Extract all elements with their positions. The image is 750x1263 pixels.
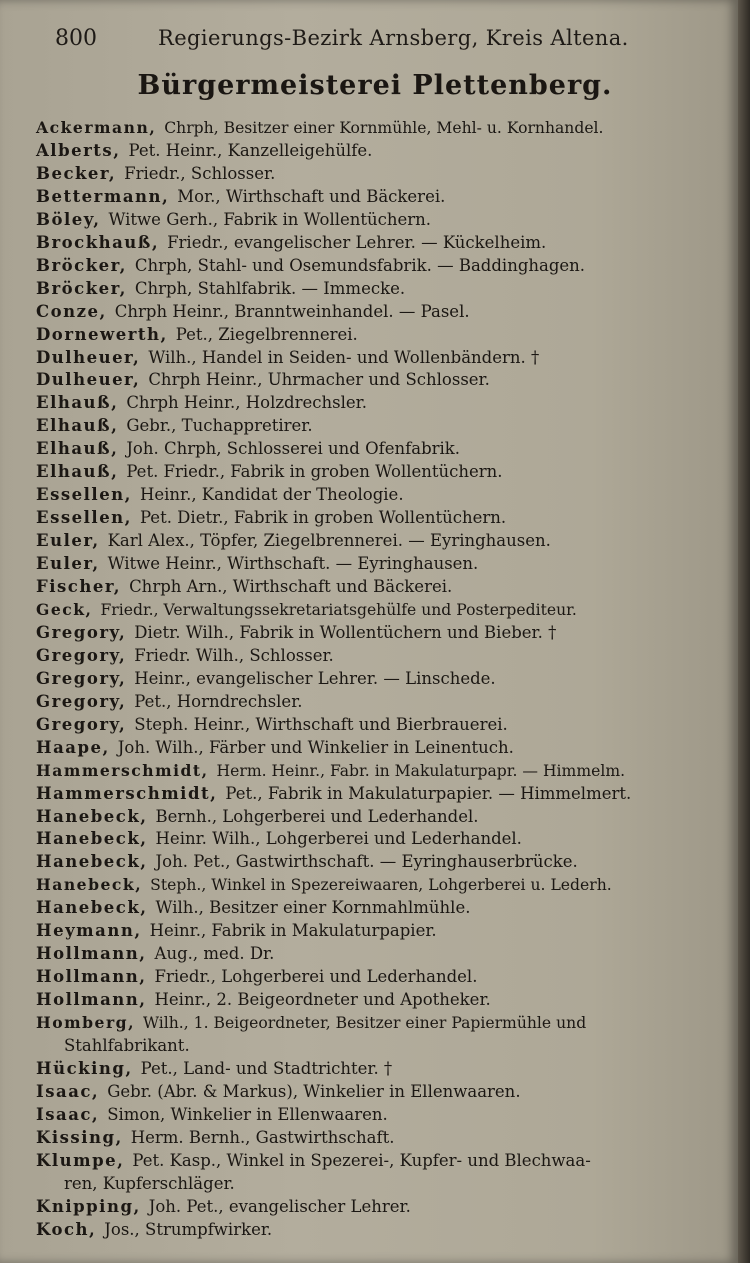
entry-details: Joh. Chrph, Schlosserei und Ofenfabrik. <box>126 439 461 459</box>
entry-details: Aug., med. Dr. <box>154 944 275 964</box>
entry-details: Chrph Heinr., Branntweinhandel. — Pasel. <box>114 301 470 321</box>
entry-details: Wilh., 1. Beigeordneter, Besitzer einer Papiermühle und <box>143 1014 587 1033</box>
entry-name: Gregory, <box>36 668 127 688</box>
entry-name: Hollmann, <box>36 967 147 987</box>
entry-name: Brockhauß, <box>36 232 160 252</box>
directory-entry <box>36 737 716 759</box>
entry-details: Stahlfabrikant. <box>64 1036 190 1055</box>
entry-name: Gregory, <box>36 622 127 642</box>
entry-name: Haape, <box>36 737 110 757</box>
entry-details: Pet., Fabrik in Makulaturpapier. — Himmelmert. <box>225 783 632 803</box>
entry-name: Knipping, <box>36 1196 141 1216</box>
entry-name: Hanebeck, <box>36 829 148 849</box>
entry-details: Heinr., evangelischer Lehrer. — Linschede. <box>134 668 496 688</box>
entry-details: Friedr., Verwaltungssekretariatsgehülfe und Posterpediteur. <box>100 600 577 619</box>
entry-details: Pet., Horndrechsler. <box>134 691 303 711</box>
entry-name: Elhauß, <box>36 393 119 413</box>
directory-entry <box>36 1219 716 1241</box>
entry-name: Hücking, <box>36 1058 133 1078</box>
page-header <box>55 24 629 58</box>
entry-name: Hollmann, <box>36 990 147 1010</box>
entry-name: Alberts, <box>36 140 121 160</box>
entry-details: Witwe Heinr., Wirthschaft. — Eyringhausen. <box>107 554 479 574</box>
entry-details: Pet. Heinr., Kanzelleigehülfe. <box>128 140 373 160</box>
directory-entry <box>36 874 716 896</box>
directory-entry <box>36 828 716 850</box>
entry-details: Joh. Wilh., Färber und Winkelier in Leinentuch. <box>117 737 514 757</box>
entry-details: Joh. Pet., evangelischer Lehrer. <box>148 1196 411 1216</box>
directory-entry <box>36 507 716 529</box>
entry-name: Hanebeck, <box>36 806 148 826</box>
directory-entry <box>36 117 716 139</box>
entry-name: Gregory, <box>36 714 127 734</box>
page-number: 800 <box>55 26 97 51</box>
entry-details: Chrph Arn., Wirthschaft und Bäckerei. <box>129 577 453 596</box>
entry-name: Conze, <box>36 301 107 321</box>
directory-entry <box>36 140 716 162</box>
entry-name: Dulheuer, <box>36 347 141 367</box>
directory-entry <box>36 1196 716 1218</box>
entry-name: Elhauß, <box>36 416 119 436</box>
entry-details: Chrph, Stahlfabrik. — Immecke. <box>134 278 406 298</box>
entry-name: Hollmann, <box>36 944 147 964</box>
entry-details: Heinr. Wilh., Lohgerberei und Lederhandel. <box>155 829 522 849</box>
entry-name: Koch, <box>36 1219 97 1239</box>
directory-entry <box>36 553 716 575</box>
entry-name: Fischer, <box>36 577 122 596</box>
directory-entry <box>36 186 716 208</box>
entry-details: Dietr. Wilh., Fabrik in Wollentüchern und Bieber. † <box>134 622 557 642</box>
directory-entry <box>36 347 716 369</box>
directory-entry <box>36 1058 716 1080</box>
entry-name: Becker, <box>36 163 117 183</box>
entry-details: Gebr. (Abr. & Markus), Winkelier in Ellenwaaren. <box>107 1081 521 1101</box>
directory-entry <box>36 484 716 506</box>
directory-entry <box>36 438 716 460</box>
entry-details: Gebr., Tuchappretirer. <box>126 416 313 436</box>
entry-name: Isaac, <box>36 1104 100 1124</box>
directory-entry <box>36 714 716 736</box>
directory-entry <box>36 645 716 667</box>
entry-details: Herm. Bernh., Gastwirthschaft. <box>130 1127 395 1147</box>
entry-name: Klumpe, <box>36 1150 125 1170</box>
directory-entry <box>36 163 716 185</box>
entry-details: Herm. Heinr., Fabr. in Makulaturpapr. — Himmelm. <box>216 761 626 780</box>
entry-name: Gregory, <box>36 645 127 665</box>
entry-details: Friedr., Lohgerberei und Lederhandel. <box>154 967 478 987</box>
directory-entry <box>36 920 716 942</box>
entry-name: Bröcker, <box>36 278 127 298</box>
entry-details: Heinr., Fabrik in Makulaturpapier. <box>149 921 437 941</box>
entry-details: Friedr. Wilh., Schlosser. <box>134 645 334 665</box>
directory-entry <box>36 278 716 300</box>
entry-details: Joh. Pet., Gastwirthschaft. — Eyringhauserbrücke. <box>155 852 578 872</box>
directory-entry <box>36 1081 716 1103</box>
entry-name: Euler, <box>36 554 100 574</box>
page-edge <box>738 0 750 1263</box>
directory-entry <box>36 966 716 988</box>
entry-details: Chrph Heinr., Uhrmacher und Schlosser. <box>148 370 490 390</box>
directory-entry <box>36 1127 716 1149</box>
entry-name: Heymann, <box>36 921 142 941</box>
directory-entry <box>36 851 716 873</box>
entry-name: Ackermann, <box>36 118 157 137</box>
directory-entry <box>64 1173 744 1195</box>
entry-details: Jos., Strumpfwirker. <box>104 1219 273 1239</box>
entry-name: Homberg, <box>36 1013 136 1033</box>
entry-details: Heinr., 2. Beigeordneter und Apotheker. <box>154 990 491 1010</box>
running-title: Regierungs-Bezirk Arnsberg, Kreis Altena. <box>158 26 629 50</box>
entry-name: Dulheuer, <box>36 370 141 390</box>
directory-entry <box>36 622 716 644</box>
entry-details: Karl Alex., Töpfer, Ziegelbrennerei. — Eyringhausen. <box>107 531 551 551</box>
entry-details: Chrph, Besitzer einer Kornmühle, Mehl- u. Kornhandel. <box>164 119 604 137</box>
entry-details: Witwe Gerh., Fabrik in Wollentüchern. <box>108 209 432 229</box>
directory-entry <box>36 783 716 805</box>
directory-entry <box>36 255 716 277</box>
directory-entry <box>36 232 716 254</box>
entry-name: Euler, <box>36 531 100 551</box>
directory-entry <box>36 461 716 483</box>
directory-entry <box>64 1035 744 1057</box>
directory-entry <box>36 599 716 621</box>
entry-details: Mor., Wirthschaft und Bäckerei. <box>177 186 446 206</box>
entry-name: Böley, <box>36 209 101 229</box>
entry-name: Hanebeck, <box>36 898 148 918</box>
entry-details: Pet., Land- und Stadtrichter. † <box>140 1058 393 1078</box>
directory-entry <box>36 943 716 965</box>
entry-details: Wilh., Besitzer einer Kornmahlmühle. <box>155 898 471 918</box>
entry-name: Kissing, <box>36 1127 123 1147</box>
entry-details: Steph. Heinr., Wirthschaft und Bierbrauerei. <box>134 714 508 734</box>
directory-entry <box>36 897 716 919</box>
entry-details: Chrph, Stahl- und Osemundsfabrik. — Baddinghagen. <box>134 255 586 275</box>
entry-name: Essellen, <box>36 508 132 528</box>
entry-name: Dornewerth, <box>36 324 168 344</box>
entry-details: Chrph Heinr., Holzdrechsler. <box>126 393 367 413</box>
entry-name: Elhauß, <box>36 462 119 482</box>
entry-name: Hammerschmidt, <box>36 760 209 780</box>
directory-entry <box>36 369 716 391</box>
entry-details: Friedr., evangelischer Lehrer. — Kückelheim. <box>167 232 547 252</box>
directory-entry <box>36 989 716 1011</box>
directory-entry <box>36 301 716 323</box>
entry-details: Pet. Dietr., Fabrik in groben Wollentüchern. <box>139 508 507 528</box>
directory-entry <box>36 530 716 552</box>
section-title: Bürgermeisterei Plettenberg. <box>137 70 613 101</box>
entry-name: Essellen, <box>36 485 132 505</box>
entry-details: Steph., Winkel in Spezereiwaaren, Lohgerberei u. Lederh. <box>150 876 612 895</box>
directory-entry <box>36 668 716 690</box>
entry-details: Pet. Kasp., Winkel in Spezerei-, Kupfer- und Blechwaa- <box>132 1150 591 1170</box>
directory-entry <box>36 415 716 437</box>
directory-entry <box>36 1150 716 1172</box>
entry-details: Friedr., Schlosser. <box>124 163 276 183</box>
entry-details: ren, Kupferschläger. <box>64 1173 235 1193</box>
directory-entry <box>36 324 716 346</box>
directory-entry <box>36 691 716 713</box>
entry-details: Bernh., Lohgerberei und Lederhandel. <box>155 806 479 826</box>
entry-details: Simon, Winkelier in Ellenwaaren. <box>107 1104 388 1124</box>
entry-name: Hanebeck, <box>36 852 148 872</box>
directory-entry <box>36 576 716 598</box>
entry-details: Heinr., Kandidat der Theologie. <box>139 485 404 505</box>
entry-name: Gregory, <box>36 691 127 711</box>
directory-entry <box>36 760 716 782</box>
entry-name: Bröcker, <box>36 255 127 275</box>
entry-name: Geck, <box>36 599 93 619</box>
directory-entry <box>36 209 716 231</box>
entry-name: Elhauß, <box>36 439 119 459</box>
entry-name: Bettermann, <box>36 186 170 206</box>
entry-name: Hanebeck, <box>36 875 143 895</box>
entry-details: Wilh., Handel in Seiden- und Wollenbändern. † <box>148 347 540 367</box>
entry-details: Pet., Ziegelbrennerei. <box>175 324 358 344</box>
entry-details: Pet. Friedr., Fabrik in groben Wollentüchern. <box>126 462 503 482</box>
entry-name: Hammerschmidt, <box>36 783 218 803</box>
directory-entry <box>36 806 716 828</box>
directory-entry <box>36 1012 716 1034</box>
directory-entry <box>36 1104 716 1126</box>
directory-entry <box>36 392 716 414</box>
entry-name: Isaac, <box>36 1081 100 1101</box>
